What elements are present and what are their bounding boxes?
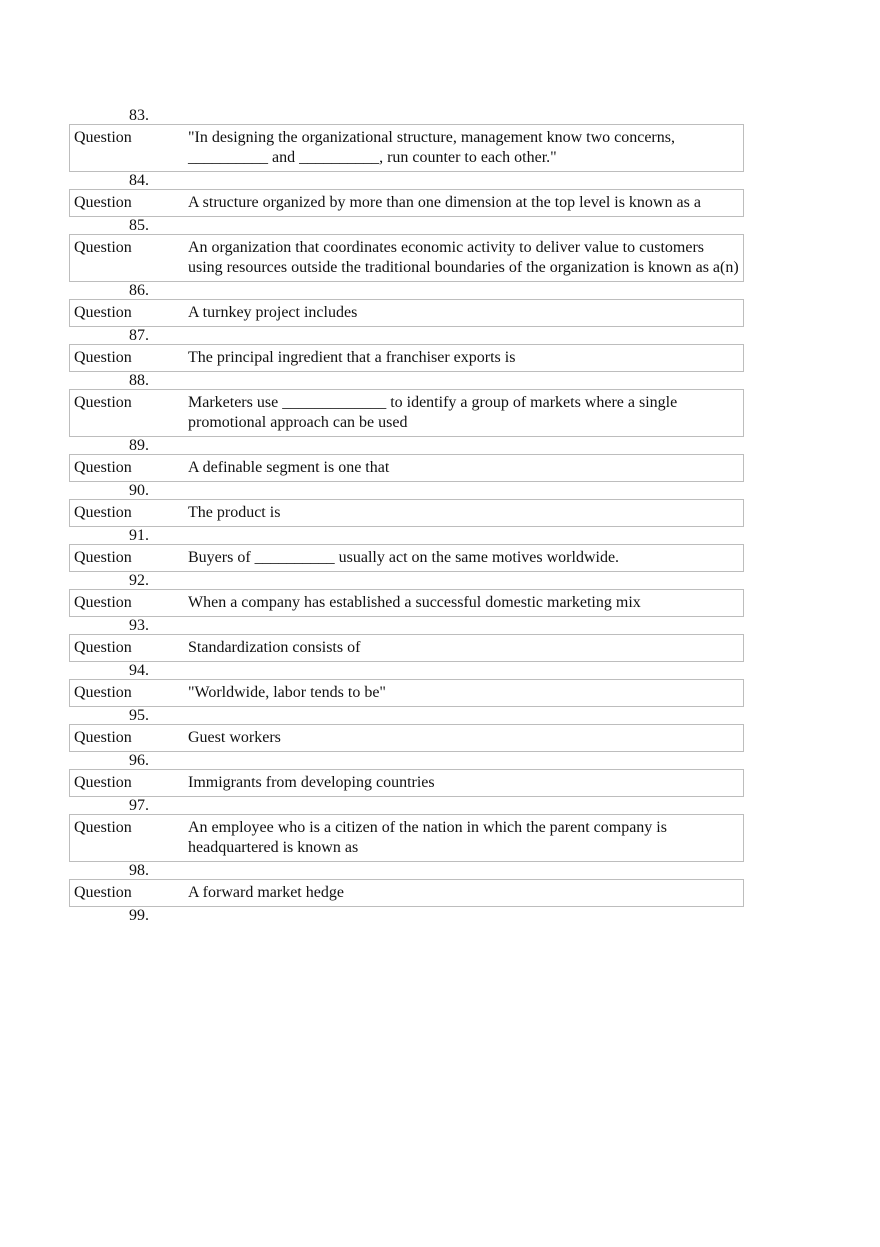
question-label: Question <box>74 884 132 901</box>
question-number: 83. <box>129 107 149 124</box>
question-text: A forward market hedge <box>188 884 344 901</box>
question-text: A structure organized by more than one dimension at the top level is known as a <box>188 194 701 211</box>
question-row <box>69 679 744 707</box>
question-label: Question <box>74 819 132 836</box>
question-number: 94. <box>129 662 149 679</box>
question-number: 90. <box>129 482 149 499</box>
question-row <box>69 724 744 752</box>
question-row <box>69 879 744 907</box>
question-text: Immigrants from developing countries <box>188 774 435 791</box>
question-number: 91. <box>129 527 149 544</box>
question-row <box>69 814 744 862</box>
question-row <box>69 454 744 482</box>
question-text: When a company has established a successful domestic marketing mix <box>188 594 641 611</box>
question-text: Standardization consists of <box>188 639 361 656</box>
question-text: An employee who is a citizen of the nation in which the parent company is headquartered is known as <box>188 819 667 856</box>
question-label: Question <box>74 129 132 146</box>
question-number: 96. <box>129 752 149 769</box>
question-text: Buyers of __________ usually act on the same motives worldwide. <box>188 549 620 566</box>
question-label: Question <box>74 504 132 521</box>
question-text: An organization that coordinates economic activity to deliver value to customers using resources outside the traditional boundaries of the organization is known as a(n) <box>188 239 739 276</box>
question-row <box>69 769 744 797</box>
question-sheet <box>69 107 744 924</box>
question-number: 99. <box>129 907 149 924</box>
question-label: Question <box>74 549 132 566</box>
question-label: Question <box>74 394 132 411</box>
question-label: Question <box>74 594 132 611</box>
question-row <box>69 634 744 662</box>
question-label: Question <box>74 304 132 321</box>
question-number: 93. <box>129 617 149 634</box>
question-text: Guest workers <box>188 729 281 746</box>
question-number: 86. <box>129 282 149 299</box>
question-text: "Worldwide, labor tends to be" <box>188 684 386 701</box>
question-label: Question <box>74 684 132 701</box>
question-number: 84. <box>129 172 149 189</box>
question-label: Question <box>74 349 132 366</box>
question-row <box>69 389 744 437</box>
question-label: Question <box>74 239 132 256</box>
question-number: 92. <box>129 572 149 589</box>
question-row <box>69 189 744 217</box>
question-label: Question <box>74 459 132 476</box>
question-label: Question <box>74 774 132 791</box>
question-row <box>69 544 744 572</box>
question-row <box>69 344 744 372</box>
question-row <box>69 234 744 282</box>
question-number: 85. <box>129 217 149 234</box>
question-number: 89. <box>129 437 149 454</box>
question-text: A turnkey project includes <box>188 304 358 321</box>
question-row <box>69 299 744 327</box>
question-number: 95. <box>129 707 149 724</box>
question-row <box>69 499 744 527</box>
question-text: The principal ingredient that a franchiser exports is <box>188 349 516 366</box>
question-row <box>69 124 744 172</box>
question-label: Question <box>74 639 132 656</box>
question-text: Marketers use _____________ to identify a group of markets where a single promotional approach can be used <box>188 394 678 431</box>
question-text: The product is <box>188 504 281 521</box>
question-number: 97. <box>129 797 149 814</box>
question-label: Question <box>74 194 132 211</box>
question-label: Question <box>74 729 132 746</box>
question-number: 88. <box>129 372 149 389</box>
question-number: 87. <box>129 327 149 344</box>
question-text: "In designing the organizational structure, management know two concerns, __________ and __________, run counter to each other." <box>188 129 675 166</box>
question-row <box>69 589 744 617</box>
question-text: A definable segment is one that <box>188 459 390 476</box>
question-number: 98. <box>129 862 149 879</box>
